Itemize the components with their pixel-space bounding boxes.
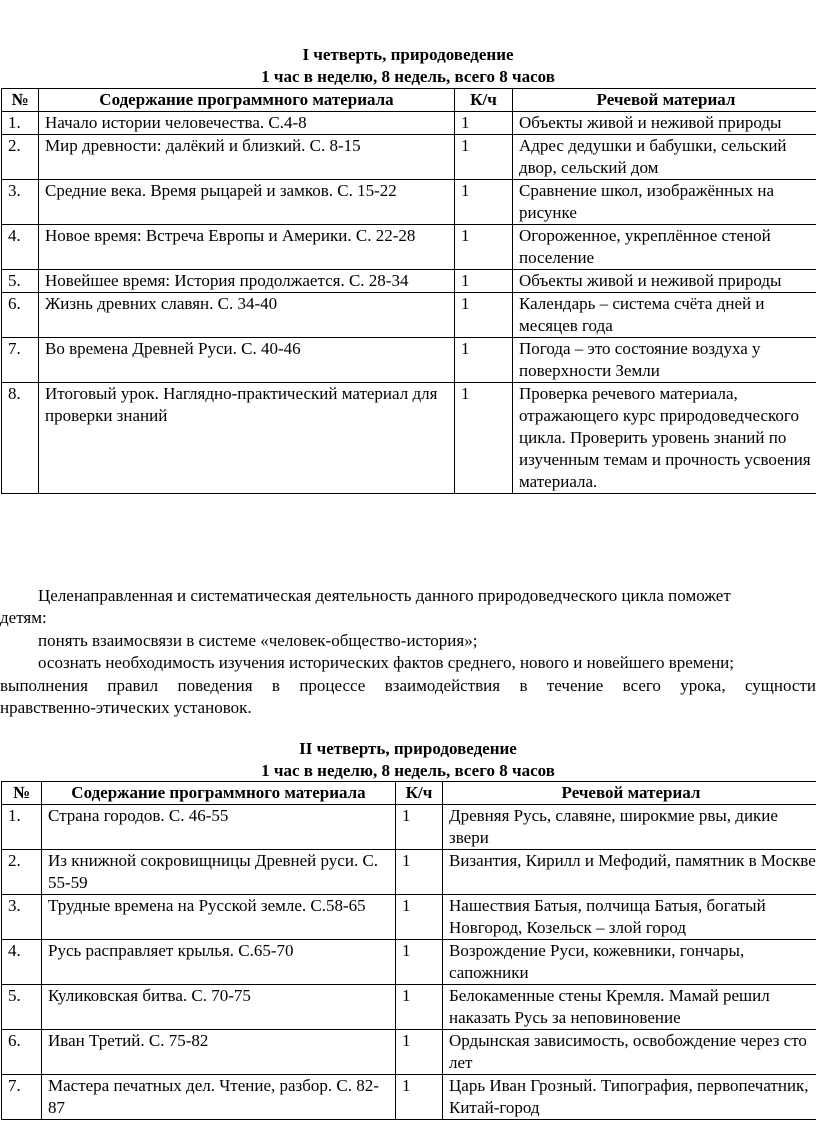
header-speech: Речевой материал: [443, 782, 816, 805]
table-row: [2, 270, 816, 293]
row-content: Из книжной сокровищницы Древней руси. С. 55-59: [42, 850, 396, 895]
row-number: 7.: [2, 338, 39, 383]
table-row: [2, 895, 816, 940]
row-hours: 1: [396, 1075, 443, 1120]
row-number: 5.: [2, 985, 42, 1030]
header-number: №: [2, 782, 42, 805]
paragraph-line-5: выполнения правил поведения в процессе взаимодействия в течение всего урока, сущности: [0, 676, 816, 695]
section2-title: II четверть, природоведение: [299, 739, 517, 758]
row-number: 7.: [2, 1075, 42, 1120]
section2-subtitle: 1 час в неделю, 8 недель, всего 8 часов: [261, 761, 555, 780]
table-row: [2, 225, 816, 270]
table-row: [2, 940, 816, 985]
row-number: 1.: [2, 112, 39, 135]
row-content: Жизнь древних славян. С. 34-40: [39, 293, 455, 338]
paragraph-line-3: понять взаимосвязи в системе «человек-общество-история»;: [38, 631, 478, 650]
row-content: Страна городов. С. 46-55: [42, 805, 396, 850]
row-speech: Белокаменные стены Кремля. Мамай решил наказать Русь за неповиновение: [443, 985, 816, 1030]
header-hours: К/ч: [396, 782, 443, 805]
row-hours: 1: [455, 225, 513, 270]
row-speech: Нашествия Батыя, полчища Батыя, богатый Новгород, Козельск – злой город: [443, 895, 816, 940]
row-speech: Огороженное, укреплённое стеной поселение: [513, 225, 816, 270]
table-header-row: [2, 782, 816, 805]
row-hours: 1: [455, 112, 513, 135]
row-number: 5.: [2, 270, 39, 293]
table-row: [2, 293, 816, 338]
row-number: 2.: [2, 135, 39, 180]
section1-table: [1, 88, 816, 494]
row-content: Новейшее время: История продолжается. С. 28-34: [39, 270, 455, 293]
header-hours: К/ч: [455, 89, 513, 112]
row-content: Мастера печатных дел. Чтение, разбор. С. 82-87: [42, 1075, 396, 1120]
row-speech: Объекты живой и неживой природы: [513, 112, 816, 135]
table-row: [2, 383, 816, 494]
header-content: Содержание программного материала: [39, 89, 455, 112]
row-content: Итоговый урок. Наглядно-практический материал для проверки знаний: [39, 383, 455, 494]
table-row: [2, 338, 816, 383]
row-number: 1.: [2, 805, 42, 850]
header-number: №: [2, 89, 39, 112]
row-speech: Древняя Русь, славяне, широкмие рвы, дикие звери: [443, 805, 816, 850]
paragraph-line-6: нравственно-этических установок.: [0, 698, 252, 717]
table-header-row: [2, 89, 816, 112]
table-row: [2, 135, 816, 180]
table-row: [2, 1030, 816, 1075]
section1-subtitle: 1 час в неделю, 8 недель, всего 8 часов: [261, 67, 555, 86]
row-hours: 1: [455, 338, 513, 383]
row-speech: Проверка речевого материала, отражающего курс природоведческого цикла. Проверить уровень знаний по изученным темам и прочность усвоения материала.: [513, 383, 816, 494]
paragraph-line-4: осознать необходимость изучения исторических фактов среднего, нового и новейшего времени;: [38, 653, 735, 672]
row-speech: Византия, Кирилл и Мефодий, памятник в Москве: [443, 850, 816, 895]
row-number: 4.: [2, 940, 42, 985]
row-number: 6.: [2, 1030, 42, 1075]
row-hours: 1: [396, 850, 443, 895]
row-content: Русь расправляет крылья. С.65-70: [42, 940, 396, 985]
table-row: [2, 985, 816, 1030]
row-hours: 1: [455, 270, 513, 293]
table-row: [2, 112, 816, 135]
row-speech: Адрес дедушки и бабушки, сельский двор, сельский дом: [513, 135, 816, 180]
row-number: 6.: [2, 293, 39, 338]
row-number: 3.: [2, 180, 39, 225]
row-hours: 1: [455, 135, 513, 180]
section1-title: I четверть, природоведение: [302, 45, 514, 64]
row-content: Во времена Древней Руси. С. 40-46: [39, 338, 455, 383]
table-row: [2, 805, 816, 850]
row-hours: 1: [455, 383, 513, 494]
table-row: [2, 850, 816, 895]
row-hours: 1: [396, 805, 443, 850]
row-number: 8.: [2, 383, 39, 494]
row-content: Иван Третий. С. 75-82: [42, 1030, 396, 1075]
row-content: Средние века. Время рыцарей и замков. С. 15-22: [39, 180, 455, 225]
row-hours: 1: [396, 1030, 443, 1075]
paragraph-line-2: детям:: [0, 608, 47, 627]
row-content: Новое время: Встреча Европы и Америки. С. 22-28: [39, 225, 455, 270]
row-number: 3.: [2, 895, 42, 940]
row-content: Начало истории человечества. С.4-8: [39, 112, 455, 135]
paragraph-line-1: Целенаправленная и систематическая деятельность данного природоведческого цикла поможет: [38, 586, 731, 605]
row-speech: Царь Иван Грозный. Типография, первопечатник, Китай-город: [443, 1075, 816, 1120]
row-hours: 1: [455, 293, 513, 338]
row-content: Трудные времена на Русской земле. С.58-65: [42, 895, 396, 940]
header-speech: Речевой материал: [513, 89, 816, 112]
row-speech: Ордынская зависимость, освобождение через сто лет: [443, 1030, 816, 1075]
row-speech: Возрождение Руси, кожевники, гончары, сапожники: [443, 940, 816, 985]
section2-table: [1, 781, 816, 1120]
row-content: Мир древности: далёкий и близкий. С. 8-15: [39, 135, 455, 180]
row-hours: 1: [455, 180, 513, 225]
row-speech: Объекты живой и неживой природы: [513, 270, 816, 293]
row-speech: Сравнение школ, изображённых на рисунке: [513, 180, 816, 225]
table-row: [2, 1075, 816, 1120]
row-hours: 1: [396, 895, 443, 940]
header-content: Содержание программного материала: [42, 782, 396, 805]
row-number: 4.: [2, 225, 39, 270]
row-speech: Календарь – система счёта дней и месяцев года: [513, 293, 816, 338]
row-content: Куликовская битва. С. 70-75: [42, 985, 396, 1030]
row-hours: 1: [396, 940, 443, 985]
table-row: [2, 180, 816, 225]
row-hours: 1: [396, 985, 443, 1030]
row-speech: Погода – это состояние воздуха у поверхности Земли: [513, 338, 816, 383]
row-number: 2.: [2, 850, 42, 895]
